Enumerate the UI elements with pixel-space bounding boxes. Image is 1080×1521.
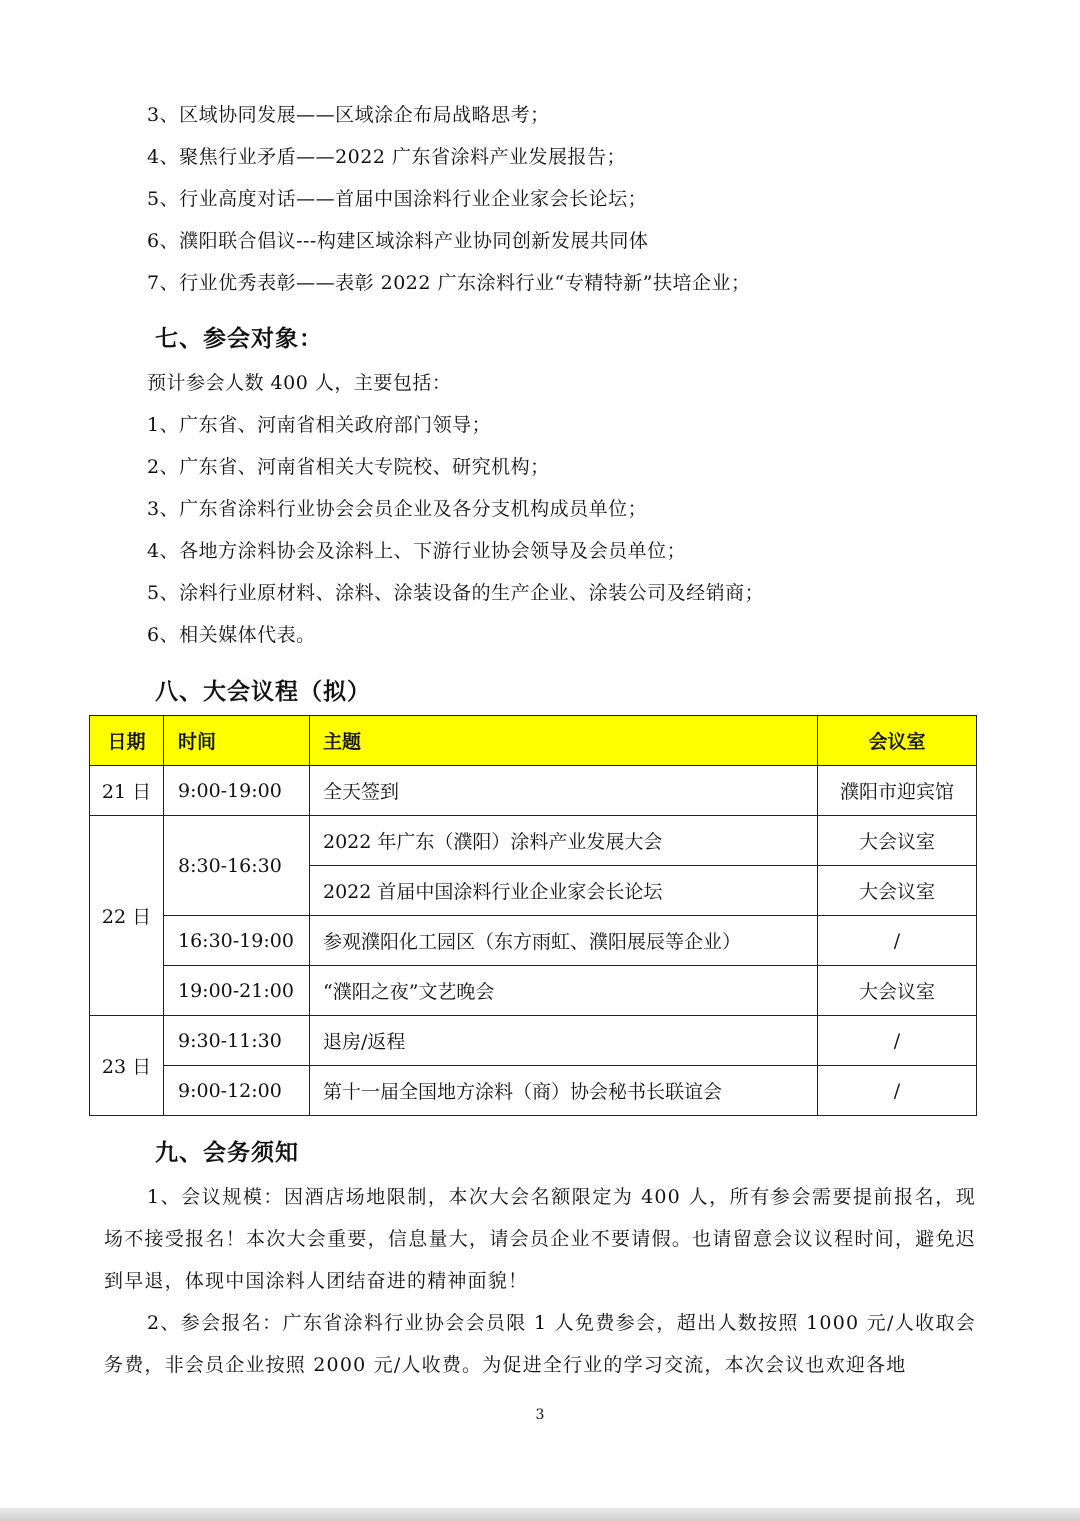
notice-paragraph: 2、参会报名：广东省涂料行业协会会员限 1 人免费参会，超出人数按照 1000 元/人收取会务费，非会员企业按照 2000 元/人收费。为促进全行业的学习交流，本次会议也欢迎各地 (104, 1312, 976, 1376)
table-row (90, 816, 977, 866)
agenda-table (89, 715, 977, 1116)
room-cell: 大会议室 (818, 816, 977, 866)
agenda-item-4: 4、聚焦行业矛盾——2022 广东省涂料产业发展报告； (147, 146, 626, 168)
header-room: 会议室 (818, 716, 977, 766)
agenda-item-6: 6、濮阳联合倡议---构建区域涂料产业协同创新发展共同体 (147, 230, 649, 252)
topic-cell: 全天签到 (310, 766, 818, 816)
topic-cell: 退房/返程 (310, 1016, 818, 1066)
room-cell: / (818, 1066, 977, 1116)
topic-cell: 第十一届全国地方涂料（商）协会秘书长联谊会 (310, 1066, 818, 1116)
room-cell: 濮阳市迎宾馆 (818, 766, 977, 816)
attendee-item: 1、广东省、河南省相关政府部门领导； (147, 414, 492, 436)
header-time: 时间 (164, 716, 310, 766)
table-row (90, 966, 977, 1016)
section-8-heading: 八、大会议程（拟） (155, 679, 371, 705)
section-7-heading: 七、参会对象： (155, 326, 323, 352)
time-cell: 9:00-12:00 (164, 1066, 310, 1116)
attendee-item: 3、广东省涂料行业协会会员企业及各分支机构成员单位； (147, 498, 648, 520)
time-cell: 9:00-19:00 (164, 766, 310, 816)
topic-cell: 2022 首届中国涂料行业企业家会长论坛 (310, 866, 818, 916)
page-number: 3 (535, 1407, 545, 1423)
room-cell: / (818, 1016, 977, 1066)
room-cell: 大会议室 (818, 966, 977, 1016)
attendee-item: 4、各地方涂料协会及涂料上、下游行业协会领导及会员单位； (147, 540, 687, 562)
agenda-item-5: 5、行业高度对话——首届中国涂料行业企业家会长论坛； (147, 188, 648, 210)
page-edge-shadow (0, 1508, 1080, 1521)
topic-cell: “濮阳之夜”文艺晚会 (310, 966, 818, 1016)
room-cell: / (818, 916, 977, 966)
topic-cell: 参观濮阳化工园区（东方雨虹、濮阳展辰等企业） (310, 916, 818, 966)
notice-paragraph: 1、会议规模：因酒店场地限制，本次大会名额限定为 400 人，所有参会需要提前报名，现场不接受报名！本次大会重要，信息量大，请会员企业不要请假。也请留意会议议程时间，避免迟到早退，体现中国涂料人团结奋进的精神面貌！ (104, 1186, 976, 1292)
time-cell: 19:00-21:00 (164, 966, 310, 1016)
date-cell: 22 日 (90, 816, 164, 1016)
topic-cell: 2022 年广东（濮阳）涂料产业发展大会 (310, 816, 818, 866)
attendee-item: 5、涂料行业原材料、涂料、涂装设备的生产企业、涂装公司及经销商； (147, 582, 765, 604)
table-header-row (90, 716, 977, 766)
table-row (90, 1016, 977, 1066)
header-date: 日期 (90, 716, 164, 766)
time-cell: 8:30-16:30 (164, 816, 310, 916)
time-cell: 9:30-11:30 (164, 1016, 310, 1066)
table-row (90, 1066, 977, 1116)
agenda-item-3: 3、区域协同发展——区域涂企布局战略思考； (147, 104, 550, 126)
attendee-item: 2、广东省、河南省相关大专院校、研究机构； (147, 456, 550, 478)
time-cell: 16:30-19:00 (164, 916, 310, 966)
table-row (90, 916, 977, 966)
section-9-heading: 九、会务须知 (155, 1140, 299, 1166)
date-cell: 23 日 (90, 1016, 164, 1116)
header-topic: 主题 (310, 716, 818, 766)
attendee-item: 6、相关媒体代表。 (147, 624, 316, 646)
attendee-intro: 预计参会人数 400 人，主要包括： (147, 372, 452, 394)
table-row (90, 766, 977, 816)
room-cell: 大会议室 (818, 866, 977, 916)
date-cell: 21 日 (90, 766, 164, 816)
agenda-item-7: 7、行业优秀表彰——表彰 2022 广东涂料行业“专精特新”扶培企业； (147, 272, 751, 294)
